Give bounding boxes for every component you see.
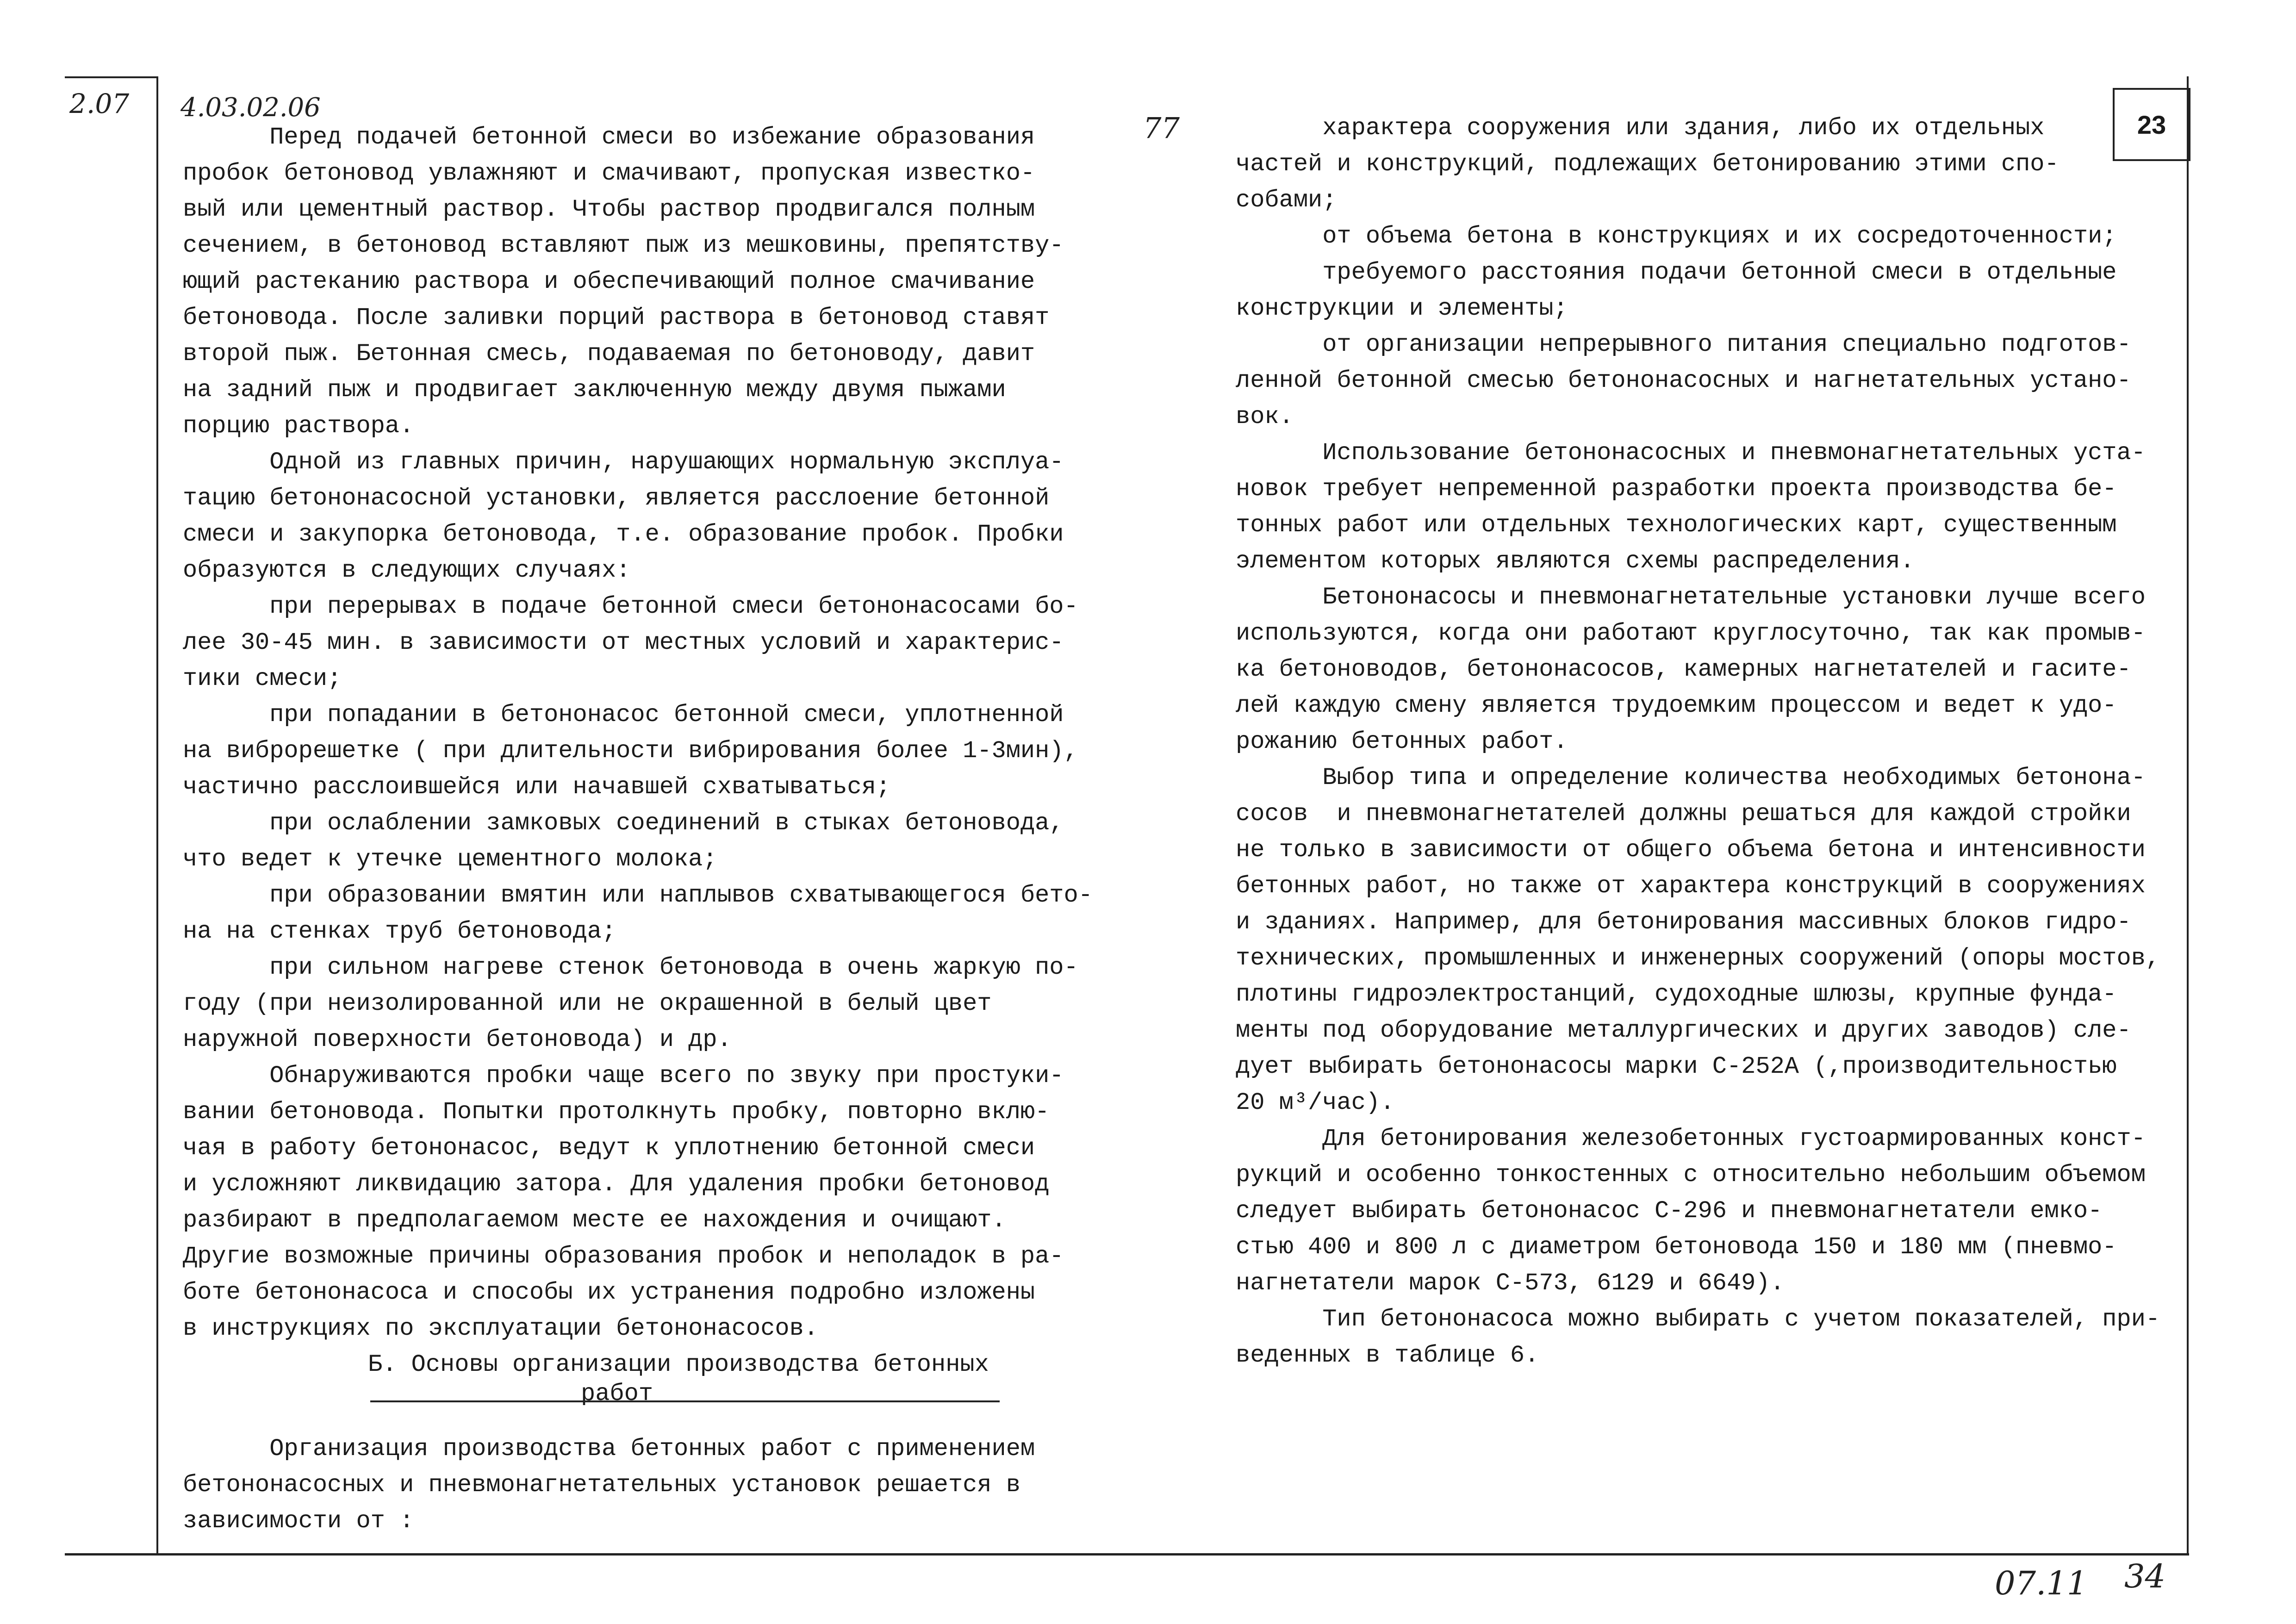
text-line: Тип бетононасоса можно выбирать с учетом показателей, при-: [1236, 1306, 2160, 1333]
text-line: требуемого расстояния подачи бетонной смеси в отдельные: [1236, 259, 2117, 286]
text-line: при сильном нагреве стенок бетоновода в очень жаркую по-: [183, 954, 1078, 981]
text-line: бетононасосных и пневмонагнетательных установок решается в: [183, 1471, 1020, 1499]
text-line: новок требует непременной разработки проекта производства бе-: [1236, 475, 2117, 503]
text-line: конструкции и элементы;: [1236, 295, 1568, 322]
text-line: боте бетононасоса и способы их устранения подробно изложены: [183, 1279, 1035, 1306]
text-line: рожанию бетонных работ.: [1236, 728, 1568, 755]
text-line: сосов и пневмонагнетателей должны решаться для каждой стройки: [1236, 800, 2131, 828]
text-line: Для бетонирования железобетонных густоармированных конст-: [1236, 1125, 2146, 1152]
text-line: при ослаблении замковых соединений в стыках бетоновода,: [183, 809, 1064, 837]
text-line: при образовании вмятин или наплывов схватывающегося бето-: [183, 882, 1093, 909]
text-line: зависимости от :: [183, 1507, 414, 1535]
text-line: бетоновода. После заливки порций раствора в бетоновод ставят: [183, 304, 1050, 331]
text-line: нагнетатели марок С-573, 6129 и 6649).: [1236, 1269, 1785, 1297]
text-line: в инструкциях по эксплуатации бетононасосов.: [183, 1315, 819, 1342]
text-line: вок.: [1236, 403, 1294, 430]
text-line: собами;: [1236, 187, 1337, 214]
text-line: частично расслоившейся или начавшей схватываться;: [183, 773, 891, 801]
text-line: что ведет к утечке цементного молока;: [183, 846, 717, 873]
text-line: не только в зависимости от общего объема бетона и интенсивности: [1236, 836, 2146, 864]
handwritten-number: 77: [1143, 111, 1180, 145]
text-line: лей каждую смену является трудоемким процессом и ведет к удо-: [1236, 692, 2117, 719]
text-line: на задний пыж и продвигает заключенную между двумя пыжами: [183, 376, 1006, 404]
text-line: рукций и особенно тонкостенных с относительно небольшим объемом: [1236, 1161, 2146, 1188]
text-line: технических, промышленных и инженерных сооружений (опоры мостов,: [1236, 945, 2160, 972]
text-line: Одной из главных причин, нарушающих нормальную эксплуа-: [183, 448, 1064, 476]
text-line: лее 30-45 мин. в зависимости от местных условий и характерис-: [183, 629, 1064, 656]
document-code: 4.03.02.06: [180, 93, 321, 123]
text-line: используются, когда они работают круглосуточно, так как промыв-: [1236, 620, 2146, 647]
text-line: на виброрешетке ( при длительности вибрирования более 1-3мин),: [183, 737, 1078, 765]
text-line: пробок бетоновод увлажняют и смачивают, пропуская известко-: [183, 160, 1035, 187]
text-line: при попадании в бетононасос бетонной смеси, уплотненной: [183, 701, 1064, 728]
text-line: чая в работу бетононасос, ведут к уплотнению бетонной смеси: [183, 1134, 1035, 1162]
text-line: тонных работ или отдельных технологических карт, существенным: [1236, 511, 2117, 539]
text-line: от организации непрерывного питания специально подготов-: [1236, 331, 2131, 358]
frame-top-line: [65, 76, 157, 78]
text-line: Использование бетононасосных и пневмонагнетательных уста-: [1236, 439, 2146, 467]
text-line: наружной поверхности бетоновода) и др.: [183, 1026, 732, 1053]
text-line: вый или цементный раствор. Чтобы раствор продвигался полным: [183, 196, 1035, 223]
section-heading-continuation: работ: [581, 1380, 653, 1407]
text-line: сечением, в бетоновод вставляют пыж из мешковины, препятству-: [183, 232, 1064, 259]
text-line: тацию бетононасосной установки, является расслоение бетонной: [183, 485, 1050, 512]
text-line: характера сооружения или здания, либо их отдельных: [1236, 114, 2045, 142]
footer-sheet-mark: 34: [2124, 1557, 2166, 1595]
footer-date-mark: 07.11: [1995, 1564, 2088, 1602]
text-line: дует выбирать бетононасосы марки С-252А (,производительностью: [1236, 1053, 2117, 1080]
page-number: 23: [2137, 110, 2166, 139]
frame-right-border: [2187, 76, 2189, 1555]
text-line: Выбор типа и определение количества необходимых бетонона-: [1236, 764, 2146, 791]
text-line: следует выбирать бетононасос С-296 и пневмонагнетатели емко-: [1236, 1197, 2103, 1225]
text-line: ленной бетонной смесью бетононасосных и нагнетательных устано-: [1236, 367, 2131, 394]
text-line: ющий растеканию раствора и обеспечивающий полное смачивание: [183, 268, 1035, 295]
text-line: на на стенках труб бетоновода;: [183, 918, 616, 945]
text-line: образуются в следующих случаях:: [183, 557, 631, 584]
frame-left-border: [156, 76, 158, 1555]
text-line: разбирают в предполагаемом месте ее нахождения и очищают.: [183, 1207, 1006, 1234]
right-text-column: [1236, 110, 2180, 1374]
section-heading: Б. Основы организации производства бетонных: [368, 1351, 989, 1378]
text-line: смеси и закупорка бетоновода, т.е. образование пробок. Пробки: [183, 521, 1064, 548]
heading-gap: [183, 1410, 1108, 1431]
text-line: Организация производства бетонных работ с применением: [183, 1435, 1035, 1462]
text-line: и зданиях. Например, для бетонирования массивных блоков гидро-: [1236, 908, 2131, 936]
text-line: Перед подачей бетонной смеси во избежание образования: [183, 124, 1035, 151]
text-line: плотины гидроэлектростанций, судоходные шлюзы, крупные фунда-: [1236, 981, 2117, 1008]
left-text-column: [183, 119, 1108, 1539]
text-line: и усложняют ликвидацию затора. Для удаления пробки бетоновод: [183, 1170, 1050, 1198]
text-line: Обнаруживаются пробки чаще всего по звуку при простуки-: [183, 1062, 1064, 1089]
frame-bottom-border: [65, 1553, 2189, 1556]
text-line: вании бетоновода. Попытки протолкнуть пробку, повторно вклю-: [183, 1098, 1050, 1126]
sheet-code: 2.07: [69, 88, 130, 119]
text-line: веденных в таблице 6.: [1236, 1342, 1539, 1369]
text-line: Бетононасосы и пневмонагнетательные установки лучше всего: [1236, 584, 2146, 611]
text-line: второй пыж. Бетонная смесь, подаваемая по бетоноводу, давит: [183, 340, 1035, 367]
text-line: году (при неизолированной или не окрашенной в белый цвет: [183, 990, 992, 1017]
text-line: порцию раствора.: [183, 412, 414, 440]
text-line: тики смеси;: [183, 665, 342, 692]
text-line: от объема бетона в конструкциях и их сосредоточенности;: [1236, 223, 2117, 250]
text-line: элементом которых являются схемы распределения.: [1236, 548, 1915, 575]
text-line: Другие возможные причины образования пробок и неполадок в ра-: [183, 1243, 1064, 1270]
text-line: при перерывах в подаче бетонной смеси бетононасосами бо-: [183, 593, 1078, 620]
text-line: бетонных работ, но также от характера конструкций в сооружениях: [1236, 872, 2146, 900]
text-line: 20 м³/час).: [1236, 1089, 1395, 1116]
text-line: менты под оборудование металлургических и других заводов) сле-: [1236, 1017, 2131, 1044]
text-line: частей и конструкций, подлежащих бетонированию этими спо-: [1236, 150, 2059, 178]
text-line: стью 400 и 800 л с диаметром бетоновода 150 и 180 мм (пневмо-: [1236, 1233, 2117, 1261]
text-line: ка бетоноводов, бетононасосов, камерных нагнетателей и гасите-: [1236, 656, 2131, 683]
heading-underline: [370, 1400, 1000, 1402]
